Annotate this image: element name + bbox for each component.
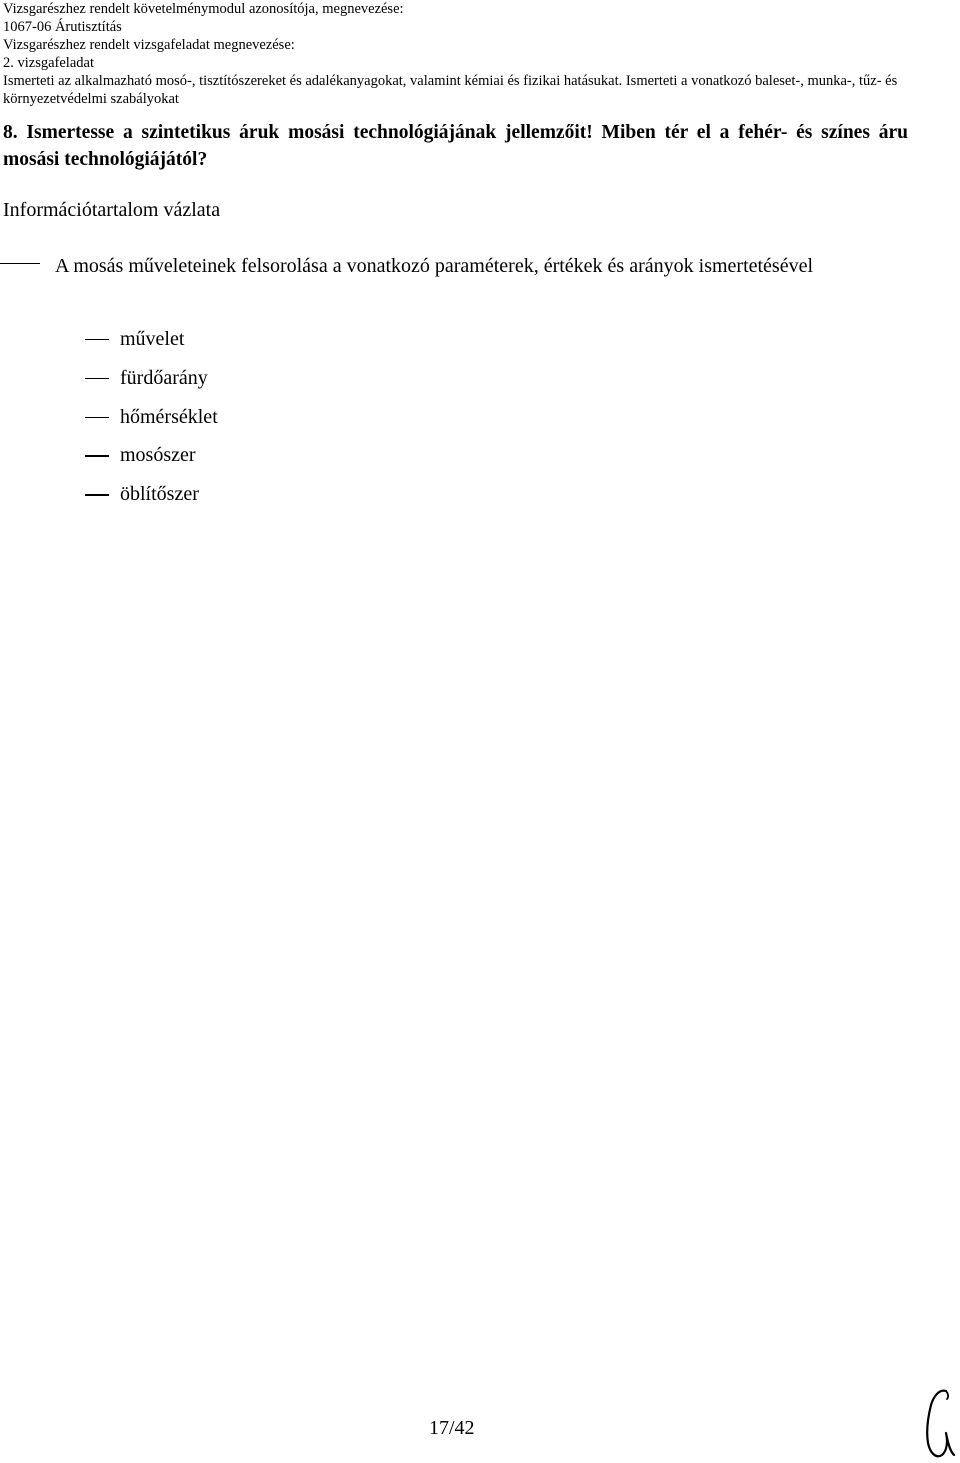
sub-list-dash [85,339,109,340]
document-header [3,0,953,108]
header-task-name: 2. vizsgafeladat [3,55,94,71]
page-number: 17/42 [429,1417,475,1439]
sub-list-item-text: művelet [120,328,185,350]
sub-list-dash [85,455,109,456]
main-list-item: A mosás műveleteinek felsorolása a vonatkozó paraméterek, értékek és arányok ismertetésével [55,255,814,277]
header-module-label: Vizsgarészhez rendelt követelménymodul azonosítója, megnevezése: [3,1,404,17]
sub-list-item-text: öblítőszer [120,483,199,506]
header-module-name: 1067-06 Árutisztítás [3,19,122,35]
sub-list-item-text: mosószer [120,444,196,467]
sub-list-item-text: hőmérséklet [120,405,218,428]
sub-list-dash [85,378,109,379]
sub-list-dash [85,417,109,418]
header-task-label: Vizsgarészhez rendelt vizsgafeladat megnevezése: [3,37,295,53]
main-list-dash [0,263,40,264]
signature-mark [920,1385,956,1463]
sub-list-item-text: fürdőarány [120,366,208,389]
question-text: 8. Ismertesse a szintetikus áruk mosási technológiájának jellemzőit! Miben tér el a fehér- és színes áru mosási technológiájától? [3,122,908,170]
header-task-description: Ismerteti az alkalmazható mosó-, tisztítószereket és adalékanyagokat, valamint kémiai és fizikai hatásukat. Ismerteti a vonatkozó baleset-, munka-, tűz- és környezetvédelmi szabályokat [3,73,898,107]
section-title: Információtartalom vázlata [3,199,221,221]
sub-list-dash [85,494,109,495]
